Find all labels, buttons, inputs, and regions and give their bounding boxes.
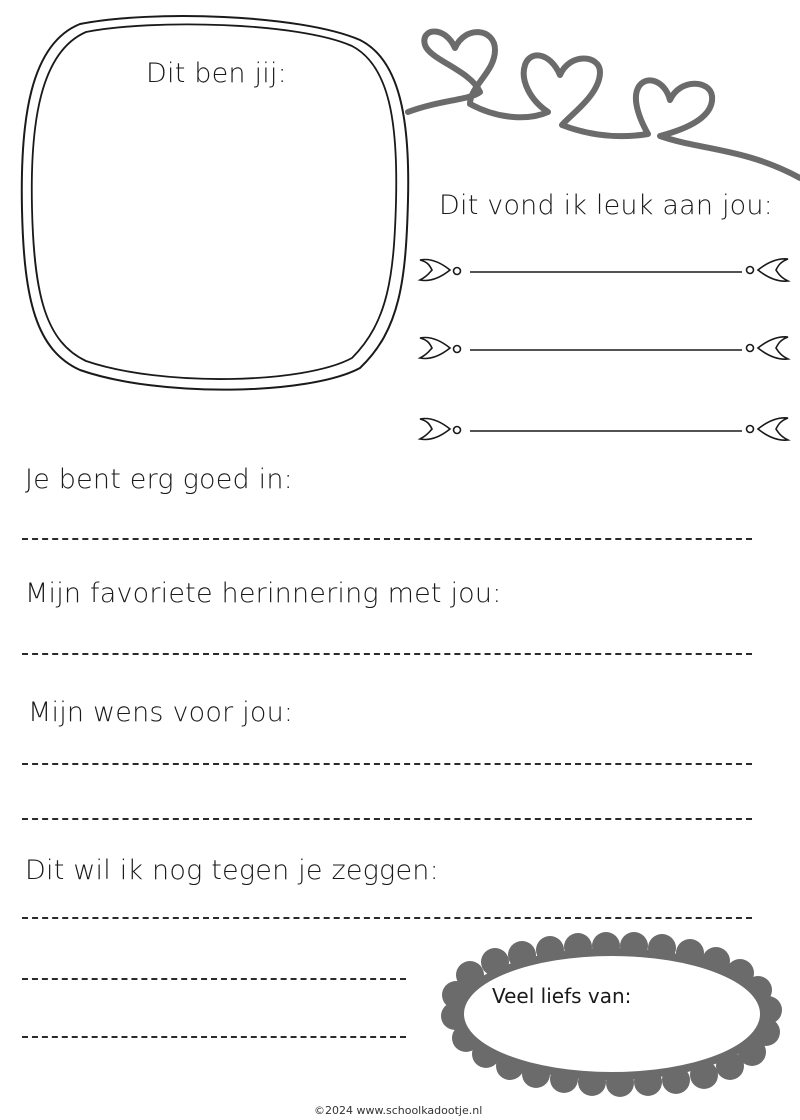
signature-label: Veel liefs van: bbox=[492, 984, 632, 1008]
footer-copyright: ©2024 www.schoolkadootje.nl bbox=[314, 1104, 483, 1117]
likes-heading: Dit vond ik leuk aan jou: bbox=[439, 190, 773, 221]
favorite-memory-label: Mijn favoriete herinnering met jou: bbox=[25, 578, 502, 609]
photo-frame-label: Dit ben jij: bbox=[146, 58, 287, 89]
good-at-label: Je bent erg goed in: bbox=[25, 464, 293, 495]
wish-label: Mijn wens voor jou: bbox=[28, 697, 294, 728]
more-to-say-label: Dit wil ik nog tegen je zeggen: bbox=[25, 855, 439, 886]
